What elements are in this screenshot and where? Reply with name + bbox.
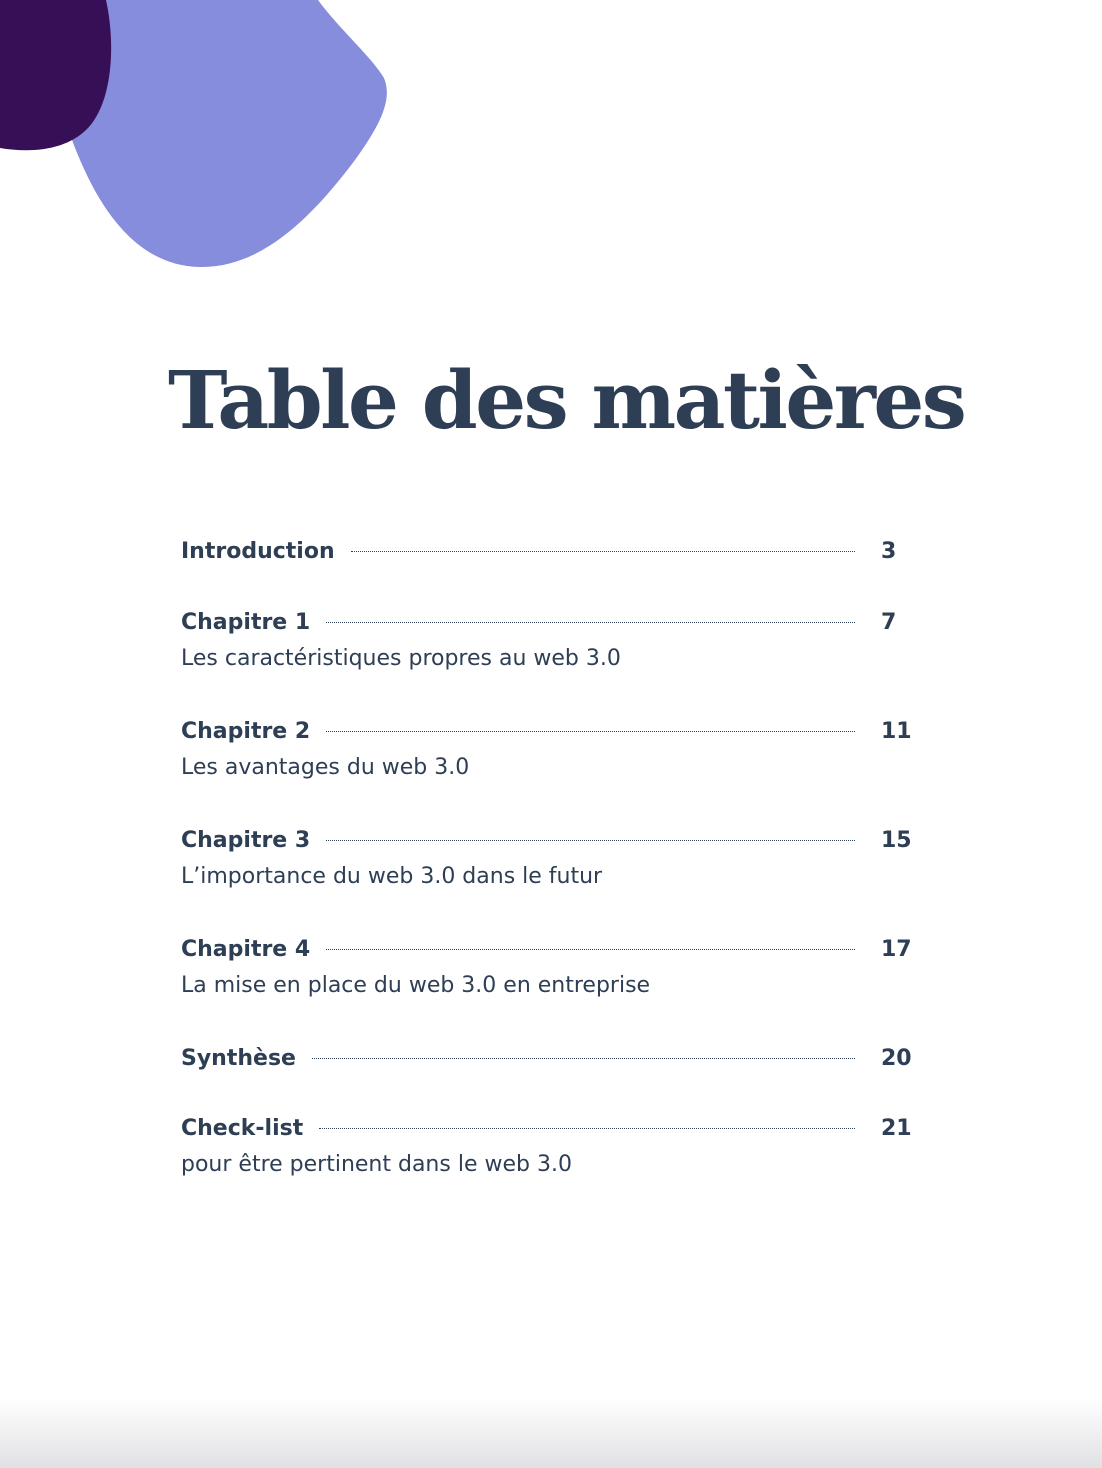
toc-page-number: 3 bbox=[881, 539, 897, 564]
toc-page-number: 20 bbox=[881, 1046, 912, 1071]
toc-entry-subtitle: L’importance du web 3.0 dans le futur bbox=[181, 864, 603, 889]
dotted-leader bbox=[326, 949, 855, 950]
toc-entry-chapitre-2[interactable] bbox=[181, 715, 915, 783]
dotted-leader bbox=[351, 551, 855, 552]
toc-entry-chapitre-3[interactable] bbox=[181, 824, 915, 892]
dotted-leader bbox=[319, 1128, 855, 1129]
toc-entry-chapitre-4[interactable] bbox=[181, 933, 915, 1001]
page-title: Table des matières bbox=[168, 353, 965, 447]
toc-page-number: 11 bbox=[881, 719, 912, 744]
toc-entry-subtitle: pour être pertinent dans le web 3.0 bbox=[181, 1152, 572, 1177]
toc-entry-chapitre-1[interactable] bbox=[181, 606, 915, 674]
toc-entry-subtitle: Les caractéristiques propres au web 3.0 bbox=[181, 646, 621, 671]
toc-entry-synthese[interactable] bbox=[181, 1042, 915, 1076]
toc-entry-check-list[interactable] bbox=[181, 1112, 915, 1180]
toc-entry-label: Chapitre 4 bbox=[181, 937, 311, 962]
light-purple-blob bbox=[63, 0, 386, 267]
toc-entry-label: Check-list bbox=[181, 1116, 304, 1141]
dotted-leader bbox=[326, 731, 855, 732]
toc-page-number: 15 bbox=[881, 828, 912, 853]
dotted-leader bbox=[326, 840, 855, 841]
dotted-leader bbox=[312, 1058, 855, 1059]
toc-page-number: 21 bbox=[881, 1116, 912, 1141]
toc-entry-subtitle: La mise en place du web 3.0 en entreprise bbox=[181, 973, 651, 998]
toc-entry-label: Introduction bbox=[181, 539, 335, 564]
toc-entry-label: Chapitre 2 bbox=[181, 719, 311, 744]
toc-entry-introduction[interactable] bbox=[181, 535, 915, 569]
decorative-blob-shapes bbox=[0, 0, 400, 280]
toc-page-number: 17 bbox=[881, 937, 912, 962]
toc-entry-label: Chapitre 1 bbox=[181, 610, 311, 635]
toc-entry-label: Chapitre 3 bbox=[181, 828, 311, 853]
toc-entry-subtitle: Les avantages du web 3.0 bbox=[181, 755, 470, 780]
dotted-leader bbox=[326, 622, 855, 623]
toc-page-number: 7 bbox=[881, 610, 897, 635]
toc-entry-label: Synthèse bbox=[181, 1046, 296, 1071]
bottom-shadow bbox=[0, 1398, 1102, 1468]
